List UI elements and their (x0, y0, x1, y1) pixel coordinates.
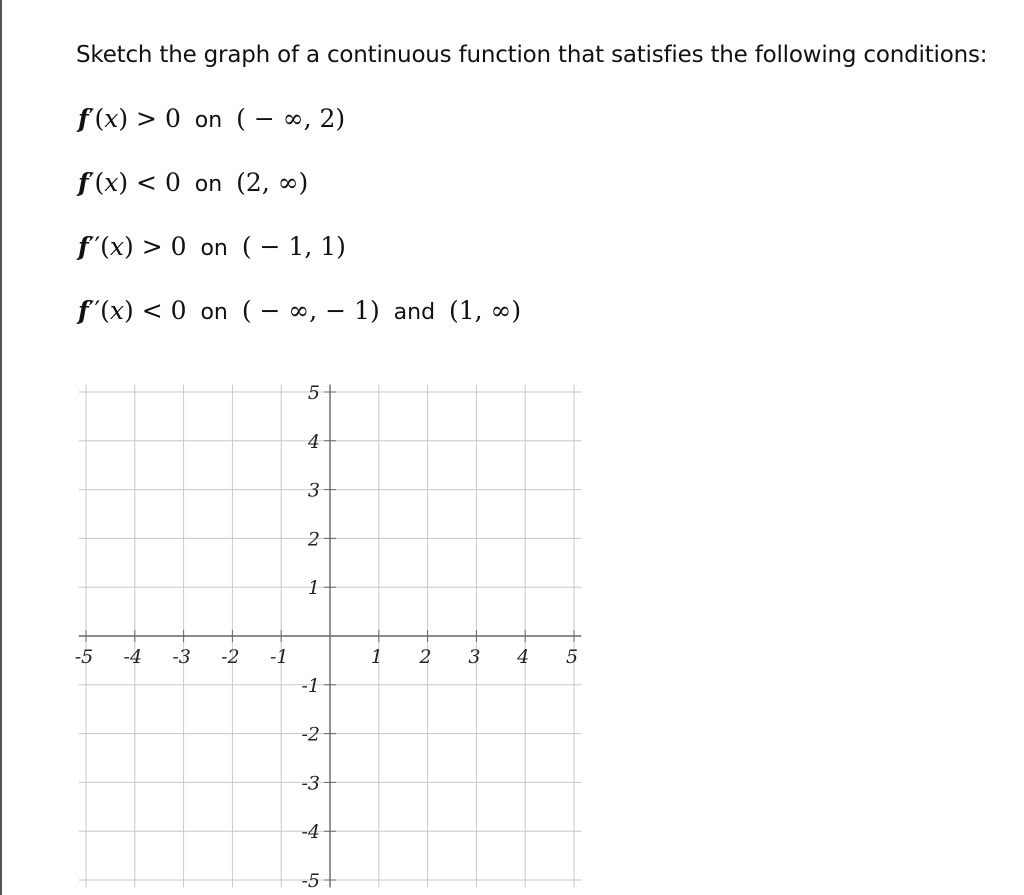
function-symbol: f (78, 296, 89, 325)
relation: < (141, 296, 163, 325)
function-symbol: f (78, 232, 89, 261)
x-tick-label: 1 (370, 646, 383, 668)
y-tick-label: 1 (307, 577, 320, 600)
x-tick-label: 4 (517, 646, 530, 668)
variable: x (109, 296, 124, 325)
interval-2: (1, ∞) (449, 296, 522, 325)
prime-marks: ′ (88, 168, 95, 197)
y-tick-label: -4 (301, 821, 320, 844)
on-word: on (200, 236, 228, 261)
x-tick-label: -5 (74, 646, 94, 668)
condition-4: f′′(x) < 0 on ( − ∞, − 1) and (1, ∞) (78, 296, 522, 325)
y-tick-label: 2 (307, 528, 320, 551)
and-word: and (393, 300, 436, 325)
x-tick-label: -3 (172, 646, 191, 668)
interval: (2, ∞) (236, 168, 309, 197)
x-tick-label: -1 (269, 646, 289, 668)
x-tick-label: -4 (123, 646, 143, 668)
y-tick-label: -3 (301, 772, 320, 795)
x-tick-label: 3 (468, 646, 481, 668)
value: 0 (164, 104, 181, 133)
y-tick-label: -5 (301, 870, 320, 892)
interval: ( − ∞, − 1) (241, 296, 380, 325)
y-tick-label: 3 (307, 479, 320, 502)
on-word: on (194, 172, 223, 197)
y-tick-label: 5 (307, 382, 320, 404)
variable: x (109, 232, 124, 261)
prime-marks: ′ (88, 104, 95, 133)
value: 0 (164, 168, 181, 197)
function-symbol: f (78, 104, 89, 133)
interval: ( − ∞, 2) (236, 104, 346, 133)
problem-prompt: Sketch the graph of a continuous function that satisfies the following conditions: (76, 42, 988, 68)
condition-3: f′′(x) > 0 on ( − 1, 1) (78, 232, 346, 261)
function-symbol: f (78, 168, 89, 197)
relation: < (136, 168, 157, 197)
y-tick-label: 4 (307, 430, 320, 453)
relation: > (136, 104, 157, 133)
interval: ( − 1, 1) (241, 232, 346, 261)
condition-1: f′(x) > 0 on ( − ∞, 2) (78, 104, 346, 133)
value: 0 (170, 296, 187, 325)
y-tick-label: -1 (301, 674, 320, 697)
y-tick-label: -2 (301, 723, 320, 746)
on-word: on (200, 300, 228, 325)
value: 0 (170, 232, 187, 261)
variable: x (104, 168, 119, 197)
on-word: on (194, 108, 223, 133)
prime-marks: ′′ (88, 296, 101, 325)
variable: x (104, 104, 119, 133)
prime-marks: ′′ (88, 232, 101, 261)
x-tick-label: 2 (419, 646, 432, 668)
x-tick-label: 5 (565, 646, 579, 668)
condition-2: f′(x) < 0 on (2, ∞) (78, 168, 309, 197)
x-tick-label: -2 (221, 646, 240, 668)
relation: > (141, 232, 163, 261)
